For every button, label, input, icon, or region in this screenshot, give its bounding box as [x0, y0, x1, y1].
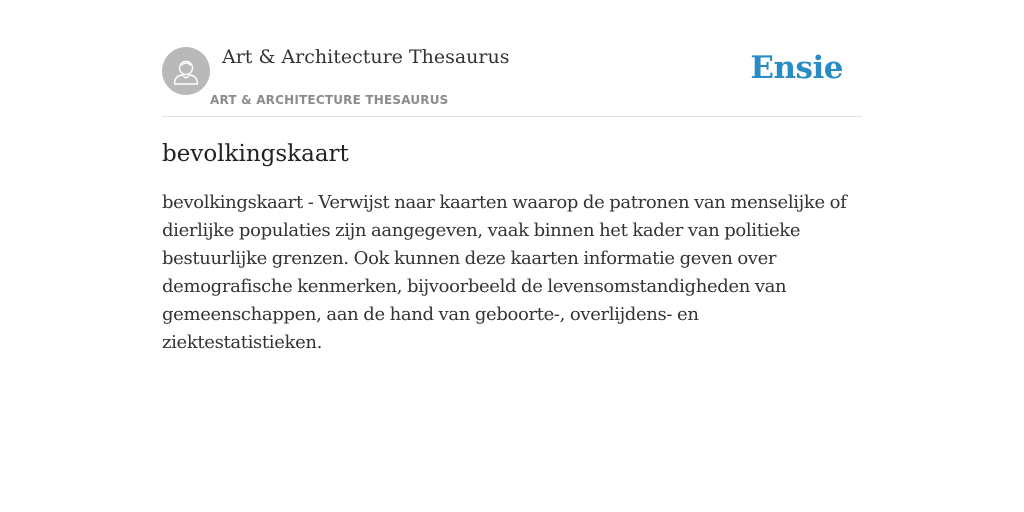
page-content [162, 0, 862, 357]
user-icon [162, 47, 210, 95]
entry-term: bevolkingskaart [162, 141, 349, 167]
source-subtitle[interactable]: ART & ARCHITECTURE THESAURUS [210, 93, 449, 107]
ensie-logo[interactable]: Ensie [750, 50, 843, 86]
avatar[interactable] [162, 47, 210, 95]
entry-definition: bevolkingskaart - Verwijst naar kaarten waarop de patronen van menselijke of dierlijke populaties zijn aangegeven, vaak binnen het kader van politieke bestuurlijke grenzen. Ook kunnen deze kaarten informatie geven over demografische kenmerken, bijvoorbeeld de levensomstandigheden van gemeenschappen, aan de hand van geboorte-, overlijdens- en ziektestatistieken. [162, 192, 847, 353]
source-title[interactable]: Art & Architecture Thesaurus [222, 46, 510, 68]
source-header [162, 0, 862, 117]
